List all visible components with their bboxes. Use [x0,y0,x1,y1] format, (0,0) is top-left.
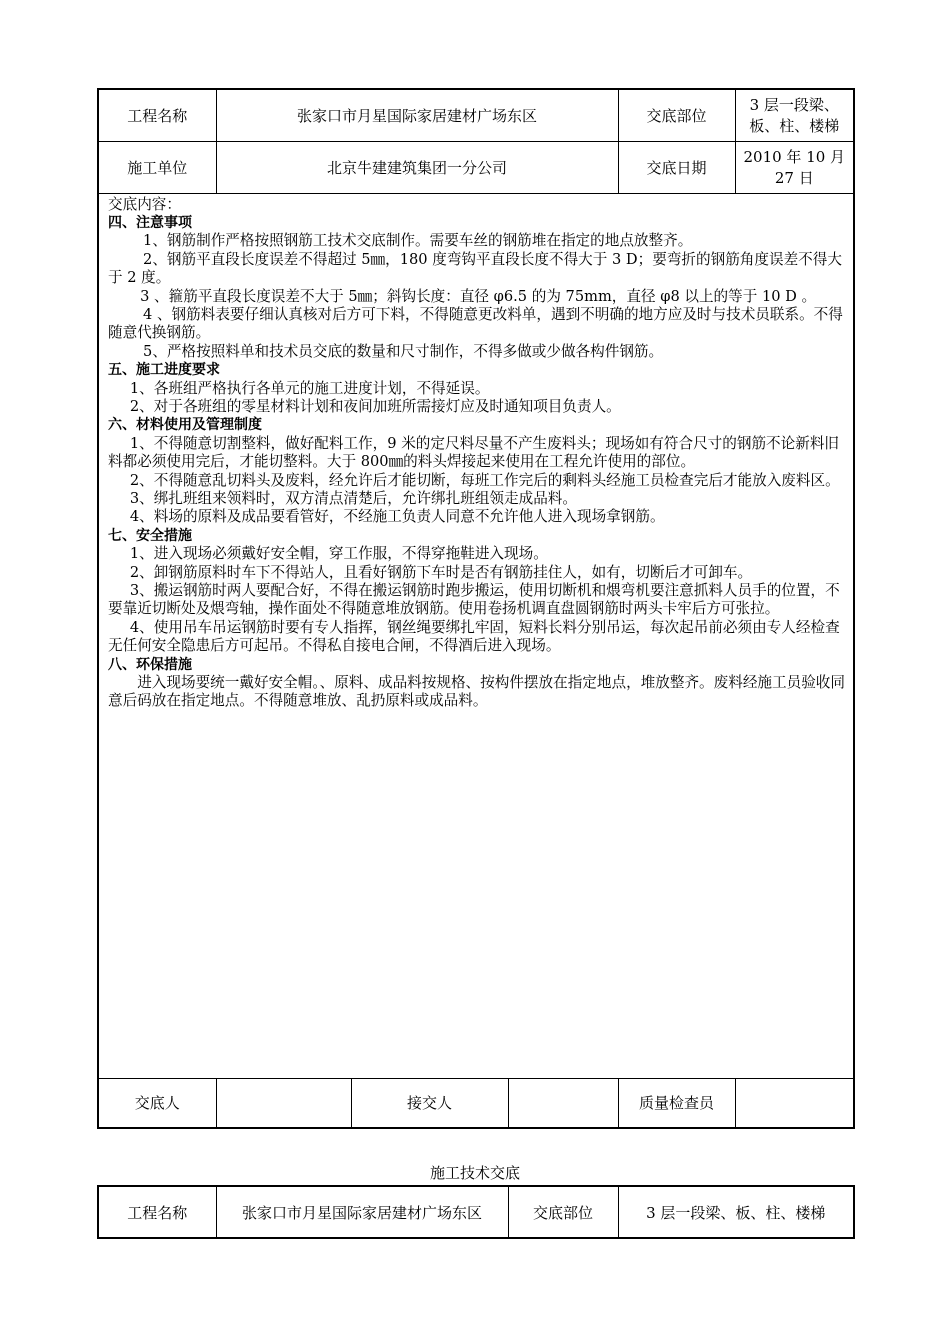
project-name-label: 工程名称 [98,89,216,141]
section-title: 四、注意事项 [108,214,192,231]
section-title: 六、材料使用及管理制度 [108,417,262,434]
unit-value: 北京牛建建筑集团一分公司 [216,141,618,193]
paragraph: 3、绑扎班组来领料时，双方清点清楚后，允许绑扎班组领走成品料。 [129,490,577,507]
next-project-row [98,1186,854,1238]
paragraph: 4、使用吊车吊运钢筋时要有专人指挥，钢丝绳要绑扎牢固，短料长料分别吊运，每次起吊前必须由专人经检查无任何安全隐患后方可起吊。不得私自接电合闸，不得酒后进入现场。 [108,618,840,655]
next-page-caption: 施工技术交底 [429,1164,520,1182]
date-value: 2010 年 10 月 27 日 [735,141,854,193]
project-name-value: 张家口市月星国际家居建材广场东区 [216,89,618,141]
paragraph: 2、对于各班组的零星材料计划和夜间加班所需接灯应及时通知项目负责人。 [129,397,621,415]
paragraph: 2、钢筋平直段长度误差不得超过 5㎜，180 度弯钩平直段长度不得大于 3 D；要弯折的钢筋角度误差不得大于 2 度。 [108,250,842,287]
paragraph: 3 、箍筋平直段长度误差不大于 5㎜；斜钩长度：直径 φ6.5 的为 75mm，直径 φ8 以上的等于 10 D 。 [140,287,817,305]
content-row [98,193,854,1078]
content-cell [98,193,854,1078]
next-part-label: 交底部位 [508,1186,618,1238]
paragraph: 1、钢筋制作严格按照钢筋工技术交底制作。需要车丝的钢筋堆在指定的地点放整齐。 [143,232,693,250]
paragraph: 1、各班组严格执行各单元的施工进度计划，不得延误。 [129,379,490,397]
paragraph: 2、卸钢筋原料时车下不得站人，且看好钢筋下车时是否有钢筋挂住人，如有，切断后才可卸车。 [129,563,753,581]
project-row [98,89,854,141]
paragraph: 2、不得随意乱切料头及废料，经允许后才能切断，每班工作完后的剩料头经施工员检查完后才能放入废料区。 [129,471,840,489]
receiver-signature-field[interactable] [508,1078,618,1128]
next-part-value: 3 层一段梁、板、柱、楼梯 [618,1186,854,1238]
paragraph: 进入现场要统一戴好安全帽。、原料、成品料按规格、按构件摆放在指定地点，堆放整齐。废料经施工员验收同意后码放在指定地点。不得随意堆放、乱扔原料或成品料。 [108,674,845,710]
next-page-table [97,1185,855,1239]
inspector-signature-field[interactable] [735,1078,854,1128]
disclosure-content [108,196,845,711]
part-value: 3 层一段梁、板、柱、楼梯 [735,89,854,141]
unit-row [98,141,854,193]
discloser-label: 交底人 [98,1078,216,1128]
disclosure-form-table [97,88,855,1129]
paragraph: 5、严格按照料单和技术员交底的数量和尺寸制作，不得多做或少做各构件钢筋。 [143,342,664,360]
paragraph: 1、进入现场必须戴好安全帽，穿工作服，不得穿拖鞋进入现场。 [129,545,548,563]
section-title: 七、安全措施 [108,527,192,544]
paragraph: 4、料场的原料及成品要看管好，不经施工负责人同意不允许他人进入现场拿钢筋。 [129,508,665,526]
paragraph: 4 、钢筋料表要仔细认真核对后方可下料，不得随意更改料单，遇到不明确的地方应及时与技术员联系。不得随意代换钢筋。 [108,305,843,342]
part-label: 交底部位 [618,89,735,141]
paragraph: 1、不得随意切割整料，做好配料工作，9 米的定尺料尽量不产生废料头；现场如有符合尺寸的钢筋不论新料旧料都必须使用完后，才能切整料。大于 800㎜的料头焊接起来使用在工程允许使用的部位。 [108,434,840,471]
receiver-label: 接交人 [351,1078,508,1128]
section-title: 五、施工进度要求 [108,362,220,379]
unit-label: 施工单位 [98,141,216,193]
next-project-name-value: 张家口市月星国际家居建材广场东区 [216,1186,508,1238]
signature-row [98,1078,854,1128]
content-intro: 交底内容： [108,195,181,213]
section-title: 八、环保措施 [108,656,192,673]
date-label: 交底日期 [618,141,735,193]
discloser-signature-field[interactable] [216,1078,351,1128]
paragraph: 3、搬运钢筋时两人要配合好，不得在搬运钢筋时跑步搬运，使用切断机和煨弯机要注意抓料人员手的位置，不要靠近切断处及煨弯轴，操作面处不得随意堆放钢筋。使用卷扬机调直盘圆钢筋时两头卡牢后方可张拉。 [108,582,840,618]
next-project-name-label: 工程名称 [98,1186,216,1238]
inspector-label: 质量检查员 [618,1078,735,1128]
